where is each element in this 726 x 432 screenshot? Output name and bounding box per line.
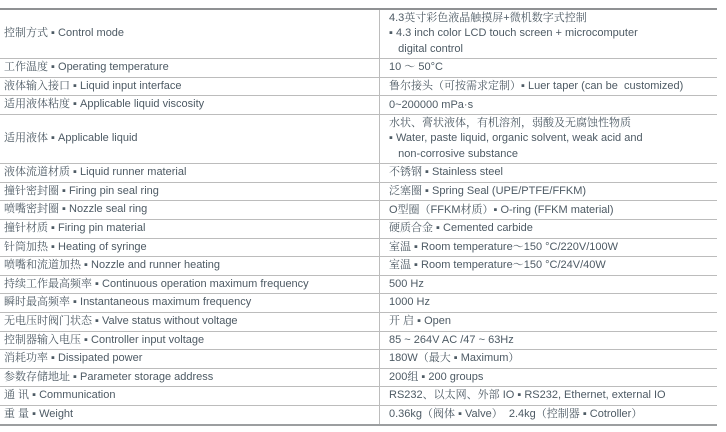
spec-value-line: 0.36kg（阀体 ▪ Valve） 2.4kg（控制器 ▪ Cotroller） xyxy=(389,408,643,421)
table-row xyxy=(0,332,717,351)
table-row xyxy=(0,96,717,115)
spec-value xyxy=(380,294,717,312)
spec-value-line: RS232、以太网、外部 IO ▪ RS232, Ethernet, external IO xyxy=(389,389,666,402)
spec-value-line: 1000 Hz xyxy=(389,296,430,309)
spec-value-line: 室温 ▪ Room temperature～150 °C/24V/40W xyxy=(389,259,606,272)
spec-value-line: 85 ~ 264V AC /47 ~ 63Hz xyxy=(389,333,514,346)
spec-label: 消耗功率 ▪ Dissipated power xyxy=(0,350,380,368)
spec-value xyxy=(380,220,717,238)
spec-label: 针筒加热 ▪ Heating of syringe xyxy=(0,239,380,257)
spec-value-line: ▪ 4.3 inch color LCD touch screen + microcomputer xyxy=(389,27,638,40)
spec-label: 通 讯 ▪ Communication xyxy=(0,387,380,405)
spec-value xyxy=(380,369,717,387)
spec-value-line: 鲁尔接头（可按需求定制）▪ Luer taper (can be customized) xyxy=(389,79,684,92)
spec-value xyxy=(380,59,717,77)
table-row xyxy=(0,164,717,183)
spec-value xyxy=(380,276,717,294)
spec-value-line: 0~200000 mPa·s xyxy=(389,98,474,111)
spec-value-line: 500 Hz xyxy=(389,277,424,290)
spec-value-line: non-corrosive substance xyxy=(389,147,519,160)
spec-label: 适用液体粘度 ▪ Applicable liquid viscosity xyxy=(0,96,380,114)
spec-value xyxy=(380,406,717,424)
spec-label: 重 量 ▪ Weight xyxy=(0,406,380,424)
spec-value-line: 泛塞圈 ▪ Spring Seal (UPE/PTFE/FFKM) xyxy=(389,184,587,197)
spec-value xyxy=(380,350,717,368)
spec-value xyxy=(380,201,717,219)
spec-value-line: 4.3英寸彩色液晶触摸屏+微机数字式控制 xyxy=(389,12,587,24)
spec-table xyxy=(0,8,717,426)
table-row xyxy=(0,350,717,369)
table-row xyxy=(0,239,717,258)
spec-value-line: 200组 ▪ 200 groups xyxy=(389,370,484,383)
spec-label: 工作温度 ▪ Operating temperature xyxy=(0,59,380,77)
spec-value-line: 室温 ▪ Room temperature～150 °C/220V/100W xyxy=(389,240,619,253)
spec-value xyxy=(380,332,717,350)
spec-value xyxy=(380,183,717,201)
spec-value-line: 10 ～ 50°C xyxy=(389,61,443,74)
table-row xyxy=(0,183,717,202)
spec-value-line: 水状、膏状液体，有机溶剂，弱酸及无腐蚀性物质 xyxy=(389,117,631,129)
spec-value-line: 180W（最大 ▪ Maximum） xyxy=(389,352,520,365)
table-row xyxy=(0,294,717,313)
spec-label: 适用液体 ▪ Applicable liquid xyxy=(0,115,380,163)
table-row xyxy=(0,387,717,406)
table-row xyxy=(0,257,717,276)
spec-label: 液体流道材质 ▪ Liquid runner material xyxy=(0,164,380,182)
spec-label: 撞针密封圈 ▪ Firing pin seal ring xyxy=(0,183,380,201)
spec-value xyxy=(380,96,717,114)
table-row xyxy=(0,369,717,388)
spec-label: 控制方式 ▪ Control mode xyxy=(0,10,380,58)
spec-label: 无电压时阀门状态 ▪ Valve status without voltage xyxy=(0,313,380,331)
spec-value xyxy=(380,257,717,275)
spec-label: 持续工作最高频率 ▪ Continuous operation maximum frequency xyxy=(0,276,380,294)
spec-value xyxy=(380,10,717,58)
spec-value-line: ▪ Water, paste liquid, organic solvent, weak acid and xyxy=(389,132,643,145)
spec-value xyxy=(380,387,717,405)
spec-value-line: 硬质合金 ▪ Cemented carbide xyxy=(389,222,533,235)
spec-label: 控制器输入电压 ▪ Controller input voltage xyxy=(0,332,380,350)
table-row xyxy=(0,10,717,59)
spec-label: 喷嘴和流道加热 ▪ Nozzle and runner heating xyxy=(0,257,380,275)
spec-value xyxy=(380,164,717,182)
spec-label: 瞬时最高频率 ▪ Instantaneous maximum frequency xyxy=(0,294,380,312)
spec-label: 喷嘴密封圈 ▪ Nozzle seal ring xyxy=(0,201,380,219)
table-row xyxy=(0,59,717,78)
table-row xyxy=(0,115,717,164)
spec-value xyxy=(380,78,717,96)
spec-value xyxy=(380,115,717,163)
spec-value xyxy=(380,313,717,331)
table-row xyxy=(0,201,717,220)
table-row xyxy=(0,276,717,295)
spec-value-line: 不锈钢 ▪ Stainless steel xyxy=(389,166,503,179)
spec-value-line: 开 启 ▪ Open xyxy=(389,315,451,328)
table-row xyxy=(0,313,717,332)
spec-value xyxy=(380,239,717,257)
table-row xyxy=(0,78,717,97)
spec-value-line: digital control xyxy=(389,42,463,55)
spec-label: 液体输入接口 ▪ Liquid input interface xyxy=(0,78,380,96)
spec-label: 参数存储地址 ▪ Parameter storage address xyxy=(0,369,380,387)
spec-label: 撞针材质 ▪ Firing pin material xyxy=(0,220,380,238)
table-row xyxy=(0,406,717,424)
table-row xyxy=(0,220,717,239)
spec-value-line: O型圈（FFKM材质）▪ O-ring (FFKM material) xyxy=(389,203,614,216)
